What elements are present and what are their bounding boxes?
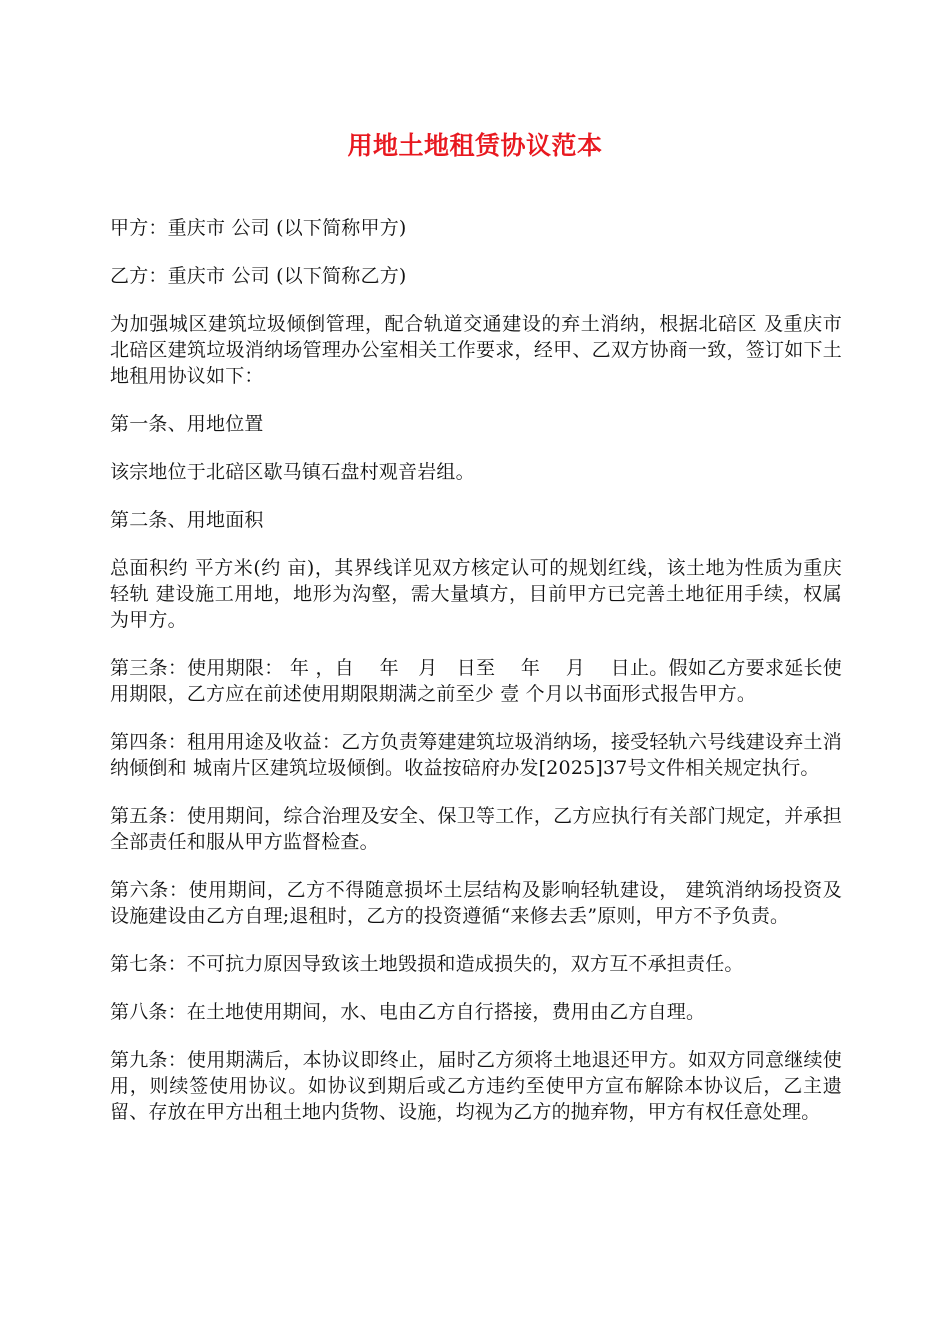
preamble-paragraph: 为加强城区建筑垃圾倾倒管理，配合轨道交通建设的弃土消纳，根据北碚区 及重庆市北碚区建筑垃圾消纳场管理办公室相关工作要求，经甲、乙双方协商一致，签订如下土地租用协议如下： <box>110 313 842 387</box>
article-6-paragraph: 第六条：使用期间，乙方不得随意损坏土层结构及影响轻轨建设， 建筑消纳场投资及设施建设由乙方自理;退租时，乙方的投资遵循“来修去丢”原则，甲方不予负责。 <box>110 879 842 927</box>
article-2-text: 总面积约 平方米(约 亩)，其界线详见双方核定认可的规划红线，该土地为性质为重庆轻轨 建设施工用地，地形为沟壑，需大量填方，目前甲方已完善土地征用手续，权属为甲方。 <box>110 557 842 631</box>
article-2-heading: 第二条、用地面积 <box>110 509 264 531</box>
article-7-paragraph: 第七条：不可抗力原因导致该土地毁损和造成损失的，双方互不承担责任。 <box>110 953 744 975</box>
article-1-text: 该宗地位于北碚区歇马镇石盘村观音岩组。 <box>110 461 475 483</box>
article-5-paragraph: 第五条：使用期间，综合治理及安全、保卫等工作，乙方应执行有关部门规定，并承担全部责任和服从甲方监督检查。 <box>110 805 842 853</box>
article-4-paragraph: 第四条：租用用途及收益：乙方负责筹建建筑垃圾消纳场，接受轻轨六号线建设弃土消纳倾倒和 城南片区建筑垃圾倾倒。收益按碚府办发[2025]37号文件相关规定执行。 <box>110 731 842 779</box>
article-3-paragraph: 第三条：使用期限： 年 ，自 年 月 日至 年 月 日止。假如乙方要求延长使用期限，乙方应在前述使用期限期满之前至少 壹 个月以书面形式报告甲方。 <box>110 657 842 705</box>
party-b-paragraph: 乙方：重庆市 公司 (以下简称乙方) <box>110 265 407 287</box>
article-9-paragraph: 第九条：使用期满后，本协议即终止，届时乙方须将土地退还甲方。如双方同意继续使用，则续签使用协议。如协议到期后或乙方违约至使甲方宣布解除本协议后，乙主遗留、存放在甲方出租土地内货物、设施，均视为乙方的抛弃物，甲方有权任意处理。 <box>110 1049 842 1123</box>
document-title: 用地土地租赁协议范本 <box>347 131 603 160</box>
document-body <box>110 215 842 1147</box>
article-1-heading: 第一条、用地位置 <box>110 413 264 435</box>
article-8-paragraph: 第八条：在土地使用期间，水、电由乙方自行搭接，费用由乙方自理。 <box>110 1001 706 1023</box>
party-a-paragraph: 甲方：重庆市 公司 (以下简称甲方) <box>110 217 407 239</box>
